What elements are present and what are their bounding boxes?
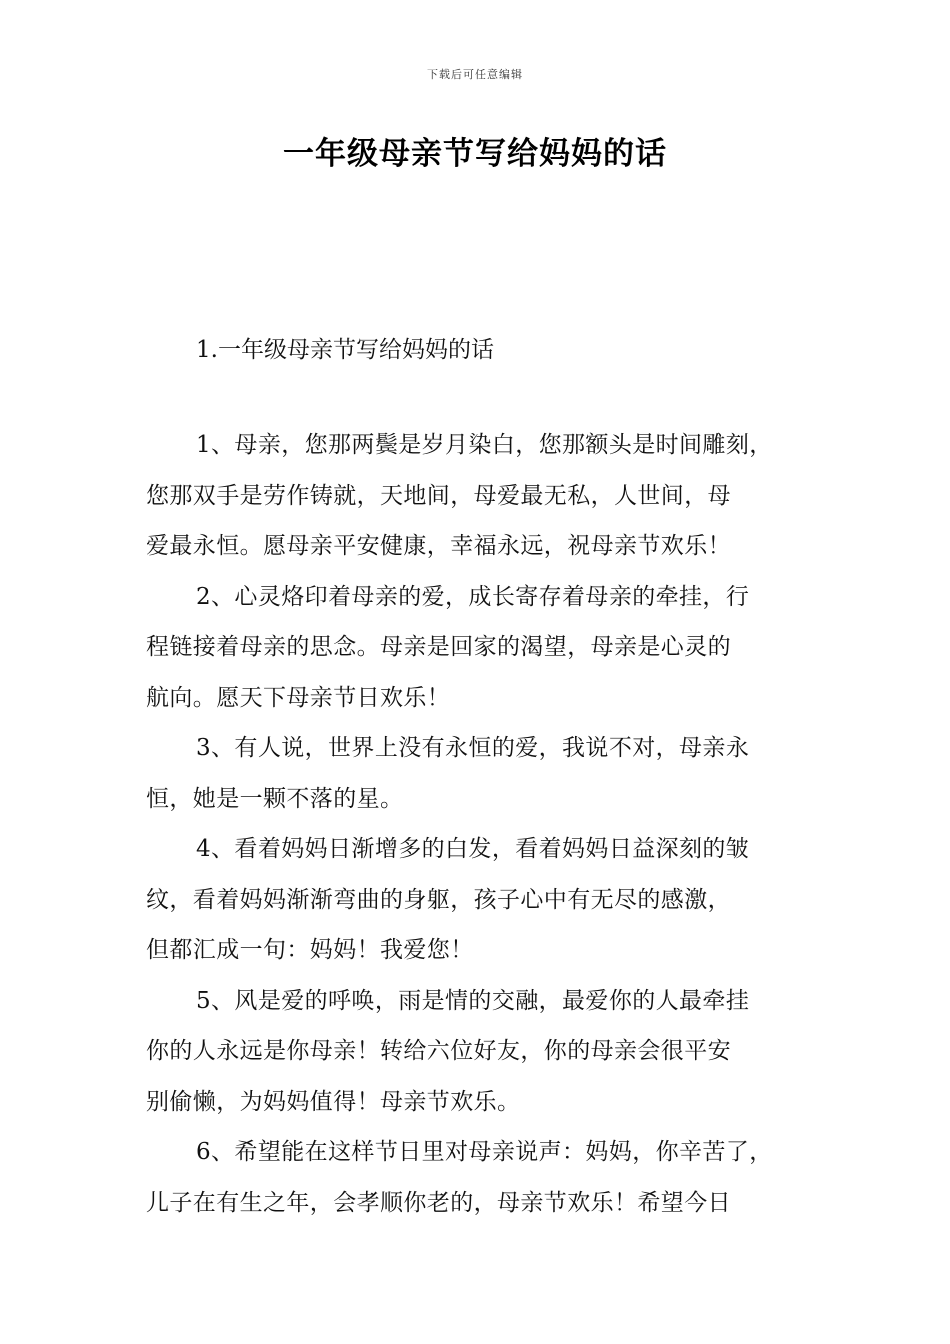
- paragraph: [146, 824, 836, 976]
- text-line: 你的人永远是你母亲！转给六位好友，你的母亲会很平安: [146, 1038, 731, 1064]
- text-line: 恒，她是一颗不落的星。: [146, 785, 404, 812]
- paragraph: [146, 420, 836, 572]
- text-line: 爱最永恒。愿母亲平安健康，幸福永远，祝母亲节欢乐！: [146, 533, 731, 559]
- text-line: 5、风是爱的呼唤，雨是情的交融，最爱你的人最牵挂: [196, 987, 750, 1014]
- section-heading: 1.一年级母亲节写给妈妈的话: [196, 337, 494, 363]
- text-line: 1、母亲，您那两鬓是岁月染白，您那额头是时间雕刻，: [196, 432, 773, 458]
- paragraph: [146, 1127, 836, 1228]
- document-body: [146, 420, 836, 1228]
- text-line: 您那双手是劳作铸就，天地间，母爱最无私，人世间，母: [146, 482, 731, 509]
- text-line: 6、希望能在这样节日里对母亲说声：妈妈，你辛苦了，: [196, 1139, 773, 1165]
- text-line: 别偷懒，为妈妈值得！母亲节欢乐。: [146, 1088, 521, 1115]
- text-line: 但都汇成一句：妈妈！我爱您！: [146, 937, 474, 963]
- header-note: 下载后可任意编辑: [427, 68, 523, 81]
- text-line: 程链接着母亲的思念。母亲是回家的渴望，母亲是心灵的: [146, 634, 731, 660]
- text-line: 航向。愿天下母亲节日欢乐！: [146, 684, 451, 711]
- text-line: 儿子在有生之年，会孝顺你老的，母亲节欢乐！希望今日: [146, 1189, 731, 1216]
- paragraph: [146, 723, 836, 824]
- paragraph: [146, 976, 836, 1128]
- paragraph: [146, 572, 836, 724]
- text-line: 4、看着妈妈日渐增多的白发，看着妈妈日益深刻的皱: [196, 836, 750, 862]
- document-title: 一年级母亲节写给妈妈的话: [283, 136, 667, 172]
- text-line: 纹，看着妈妈渐渐弯曲的身躯，孩子心中有无尽的感激，: [146, 886, 731, 913]
- text-line: 2、心灵烙印着母亲的爱，成长寄存着母亲的牵挂，行: [196, 583, 750, 610]
- text-line: 3、有人说，世界上没有永恒的爱，我说不对，母亲永: [196, 735, 750, 761]
